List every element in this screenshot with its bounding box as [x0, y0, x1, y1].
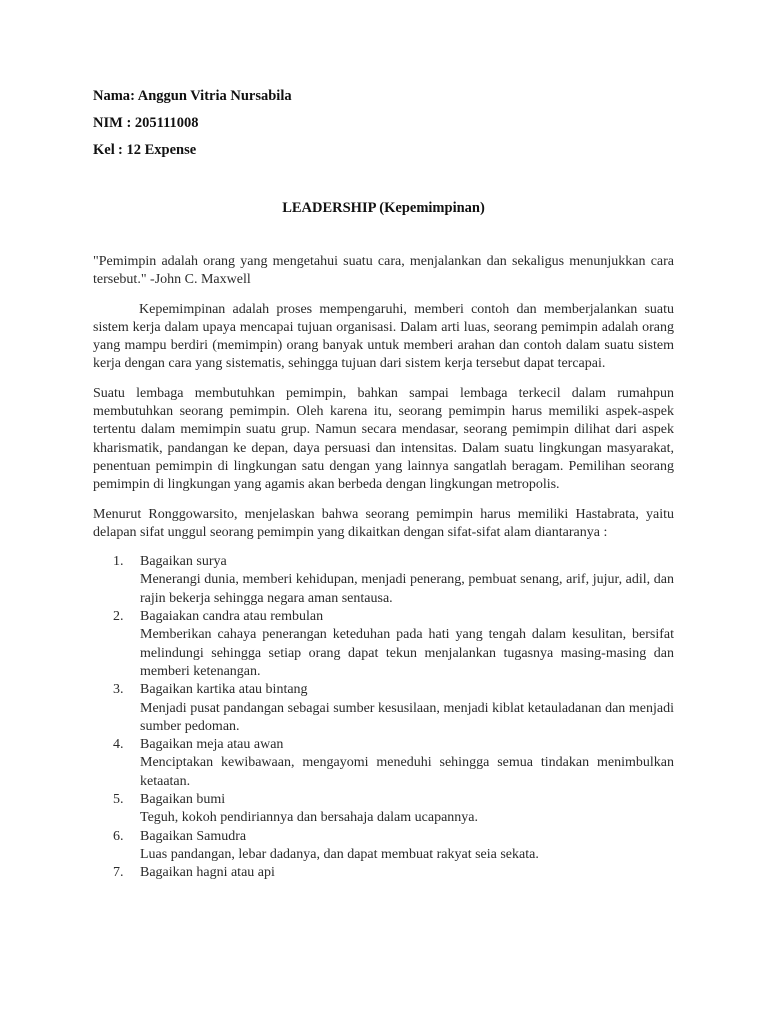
list-item: [93, 828, 674, 865]
name-label: Nama: [93, 88, 131, 104]
name-line: [93, 86, 674, 106]
document-title: LEADERSHIP (Kepemimpinan): [282, 200, 485, 216]
list-item-number: 4.: [113, 737, 124, 753]
document-content: [93, 86, 674, 883]
paragraph-definition: Kepemimpinan adalah proses mempengaruhi, memberi contoh dan memberjalankan suatu sistem kerja dalam upaya mencapai tujuan organisasi. Dalam arti luas, seorang pemimpin adalah orang yang mampu berdiri (memimpin) orang banyak untuk memberi arahan dan contoh dalam suatu sistem kerja dengan cara yang sistematis, sehingga tujuan dari sistem kerja tersebut dapat tercapai.: [93, 301, 674, 372]
list-item-number: 5.: [113, 792, 124, 808]
kel-label: Kel: [93, 142, 115, 158]
list-item-number: 6.: [113, 828, 124, 844]
list-item-title: Bagaikan hagni atau api: [140, 865, 275, 881]
quote-paragraph: "Pemimpin adalah orang yang mengetahui suatu cara, menjalankan dan sekaligus menunjukkan cara tersebut." -John C. Maxwell: [93, 254, 674, 288]
nim-line: [93, 113, 674, 133]
list-item: [93, 553, 674, 608]
list-item-number: 2.: [113, 609, 124, 625]
list-item-title: Bagaiakan candra atau rembulan: [140, 609, 324, 625]
list-item-description: Menjadi pusat pandangan sebagai sumber kesusilaan, menjadi kiblat ketauladanan dan menjadi sumber pedoman.: [140, 700, 674, 734]
list-item: [93, 681, 674, 736]
kel-value: : 12 Expense: [118, 142, 197, 158]
list-item-description: Teguh, kokoh pendiriannya dan bersahaja dalam ucapannya.: [140, 810, 479, 826]
paragraph-institution: Suatu lembaga membutuhkan pemimpin, bahkan sampai lembaga terkecil dalam rumahpun membutuhkan seorang pemimpin. Oleh karena itu, seorang pemimpin harus memiliki aspek-aspek tertentu dalam memimpin suatu grup. Namun secara mendasar, seorang pemimpin dilihat dari aspek kharismatik, pandangan ke depan, daya persuasi dan intensitas. Dalam suatu lingkungan masyarakat, penentuan pemimpin di lingkungan satu dengan yang lainnya sangatlah beragam. Pemilihan seorang pemimpin di lingkungan yang agamis akan berbeda dengan lingkungan metropolis.: [93, 385, 674, 493]
hastabrata-list: [93, 553, 674, 882]
list-item: [93, 864, 674, 882]
list-item-description: Menciptakan kewibawaan, mengayomi meneduhi sehingga semua tindakan menimbulkan ketaatan.: [140, 755, 674, 789]
kel-line: [93, 140, 674, 160]
nim-value: : 205111008: [122, 115, 199, 131]
list-item-number: 1.: [113, 554, 124, 570]
list-item-title: Bagaikan meja atau awan: [140, 737, 284, 753]
list-item: [93, 608, 674, 681]
list-item: [93, 791, 674, 828]
list-item: [93, 736, 674, 791]
list-item-description: Memberikan cahaya penerangan keteduhan pada hati yang tengah dalam kesulitan, bersifat melindungi sehingga setiap orang dapat tekun menjalankan tugasnya masing-masing dan memberi ketenangan.: [140, 627, 674, 679]
list-item-description: Menerangi dunia, memberi kehidupan, menjadi penerang, pembuat senang, arif, jujur, adil, dan rajin bekerja sehingga negara aman sentausa.: [140, 572, 674, 606]
list-item-number: 3.: [113, 682, 124, 698]
paragraph-ronggowarsito: Menurut Ronggowarsito, menjelaskan bahwa seorang pemimpin harus memiliki Hastabrata, yaitu delapan sifat unggul seorang pemimpin yang dikaitkan dengan sifat-sifat alam diantaranya :: [93, 506, 674, 540]
list-item-title: Bagaikan surya: [140, 554, 227, 570]
list-item-title: Bagaikan kartika atau bintang: [140, 682, 308, 698]
list-item-title: Bagaikan bumi: [140, 792, 226, 808]
list-item-title: Bagaikan Samudra: [140, 828, 247, 844]
nim-label: NIM: [93, 115, 123, 131]
name-value: : Anggun Vitria Nursabila: [130, 88, 292, 104]
list-item-number: 7.: [113, 865, 124, 881]
list-item-description: Luas pandangan, lebar dadanya, dan dapat membuat rakyat seia sekata.: [140, 846, 539, 862]
